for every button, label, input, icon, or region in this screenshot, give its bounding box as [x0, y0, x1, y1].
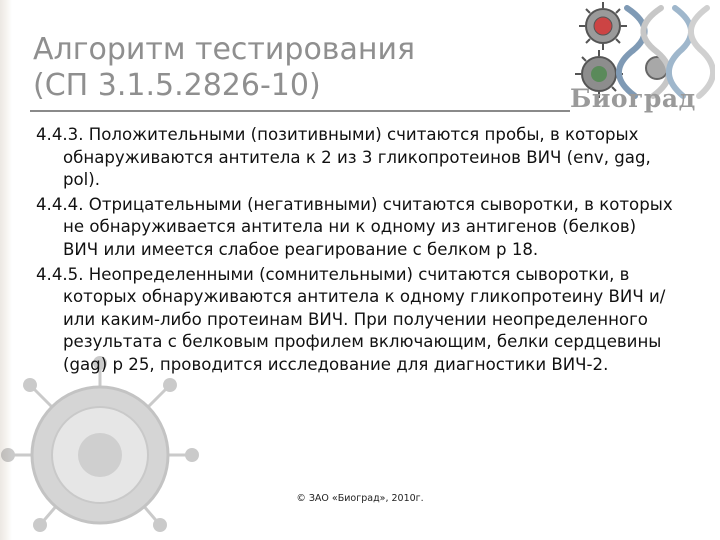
main-content	[36, 124, 676, 379]
title-divider	[30, 110, 570, 112]
paragraph-4-4-5: 4.4.5. Неопределенными (сомнительными) считаются сыворотки, в которых обнаруживаются антитела к одному гликопротеину ВИЧ и/или каким-либо протеинам ВИЧ. При получении неопределенного результата с белковым профилем включающим, белки сердцевины (gag) p 25, проводится исследование для диагностики ВИЧ-2.	[36, 264, 666, 374]
page-title	[33, 32, 553, 104]
footer-copyright: © ЗАО «Биоград», 2010г.	[296, 493, 424, 504]
title-line-1: Алгоритм тестирования	[33, 32, 416, 67]
paragraph-4-4-3: 4.4.3. Положительными (позитивными) считаются пробы, в которых обнаруживаются антитела к 2 из 3 гликопротеинов ВИЧ (env, gag, pol).	[36, 125, 651, 190]
virus-particle-icon	[0, 355, 200, 540]
paragraph-4-4-4: 4.4.4. Отрицательными (негативными) считаются сыворотки, в которых не обнаруживается антитела ни к одному из антигенов (белков) ВИЧ или имеется слабое реагирование с белком p 18.	[36, 194, 673, 259]
title-line-2: (СП 3.1.5.2826-10)	[33, 68, 321, 103]
logo-text: Биоград	[570, 84, 696, 113]
